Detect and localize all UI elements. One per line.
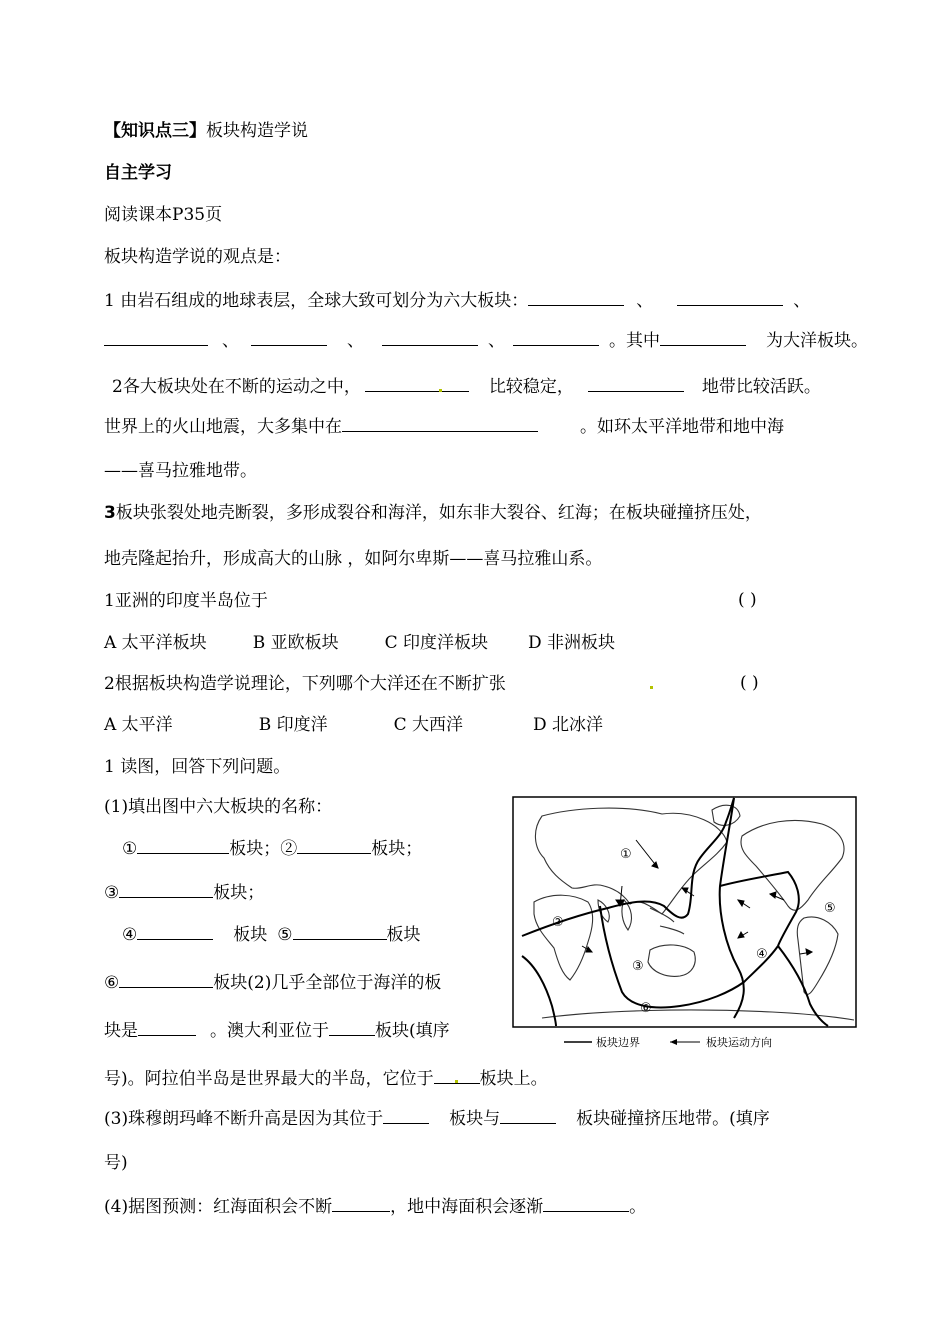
p2-text: 世界上的火山地震，大多集中在 [104, 417, 342, 437]
q3-sub3-line1 [104, 1106, 770, 1130]
blank[interactable] [500, 1106, 556, 1124]
blank[interactable] [297, 836, 371, 854]
q3-sub2-text: 板块(2)几乎全部位于海洋的板 [213, 973, 442, 993]
p2-text: 地带比较活跃。 [701, 377, 821, 397]
p1-text: 1 由岩石组成的地球表层，全球大致可划分为六大板块： [104, 291, 529, 311]
q3-sub4-text: ，地中海面积会逐渐 [390, 1197, 544, 1217]
blank[interactable] [138, 1018, 196, 1036]
q2-option-c[interactable]: C 大西洋 [393, 715, 464, 735]
map-label-4: ④ [756, 947, 768, 962]
q3-sub2-line2 [104, 1018, 450, 1042]
q3-sub2-text: 板块上。 [479, 1069, 548, 1089]
circle-5: ⑤ [277, 925, 293, 945]
q3-stem: 1 读图，回答下列问题。 [104, 757, 291, 777]
blank[interactable] [588, 374, 684, 392]
read-instruction: 阅读课本P35页 [104, 205, 223, 225]
q3-sub2-text: 块是 [104, 1021, 138, 1041]
q3-sub2-text: 号)。阿拉伯半岛是世界最大的半岛，它位于 [104, 1069, 434, 1089]
map-label-6: ⑥ [640, 1001, 652, 1016]
p1-line1 [104, 288, 810, 312]
q3-plates-row2 [104, 880, 264, 904]
p2-text: 。如环太平洋地带和地中海 [580, 417, 784, 437]
circle-1: ① [122, 839, 138, 859]
plate-text: 板块 [371, 839, 406, 859]
semicolon: ； [247, 883, 265, 903]
section-title: 板块构造学说 [206, 121, 308, 141]
blank[interactable] [382, 328, 478, 346]
plate-text: 板块 [386, 925, 421, 945]
separator: 、 [222, 331, 239, 351]
q2-stem: 2根据板块构造学说理论，下列哪个大洋还在不断扩张 [104, 674, 506, 694]
circle-4: ④ [122, 925, 138, 945]
blank[interactable] [332, 1194, 390, 1212]
blank[interactable] [342, 414, 538, 432]
blank[interactable] [329, 1018, 375, 1036]
blank[interactable] [293, 922, 387, 940]
q3-plates-row3 [122, 922, 421, 946]
legend-direction-label: 板块运动方向 [706, 1036, 772, 1049]
plate-text: 板块 [229, 839, 264, 859]
blank[interactable] [660, 328, 746, 346]
p3-line2: 地壳隆起抬升，形成高大的山脉 ，如阿尔卑斯——喜马拉雅山系。 [104, 549, 603, 569]
q1-option-c[interactable]: C 印度洋板块 [384, 633, 489, 653]
q3-sub3-text: 板块碰撞挤压地带。(填序 [576, 1109, 770, 1129]
blank[interactable] [677, 288, 783, 306]
blank[interactable] [119, 880, 213, 898]
map-label-3: ③ [632, 959, 644, 974]
separator: 、 [636, 291, 654, 311]
map-label-1: ① [620, 847, 632, 862]
blank[interactable] [513, 328, 599, 346]
section-bracket-title: 【知识点三】 [104, 121, 206, 141]
p1-line2 [104, 328, 868, 352]
q3-sub1: (1)填出图中六大板块的名称： [104, 797, 333, 817]
circle-2: ② [280, 839, 298, 859]
blank[interactable] [137, 922, 213, 940]
p3-text: 板块张裂处地壳断裂，多形成裂谷和海洋，如东非大裂谷、红海；在板块碰撞挤压处， [115, 503, 762, 523]
q3-sub3-text: (3)珠穆朗玛峰不断升高是因为其位于 [104, 1109, 384, 1129]
q3-sub2-text: 板块(填序 [375, 1021, 450, 1041]
semicolon: ； [263, 839, 281, 859]
legend-arrow-head [670, 1039, 677, 1045]
q1-stem: 1亚洲的印度半岛位于 [104, 591, 268, 611]
map-label-2: ② [552, 915, 564, 930]
q3-plates-row4 [104, 970, 441, 994]
q3-sub2-text: 。澳大利亚位于 [210, 1021, 329, 1041]
q3-sub4 [104, 1194, 646, 1218]
map-label-5: ⑤ [824, 901, 836, 916]
self-study-heading: 自主学习 [104, 163, 172, 183]
blank[interactable] [528, 288, 624, 306]
blank[interactable] [104, 328, 208, 346]
q1-option-d[interactable]: D 非洲板块 [528, 633, 616, 653]
q3-sub4-text: 。 [629, 1197, 647, 1217]
blank[interactable] [365, 374, 469, 392]
p2-text: 比较稳定， [488, 377, 574, 397]
blank[interactable] [119, 970, 213, 988]
viewpoint-intro: 板块构造学说的观点是： [104, 247, 291, 267]
separator: 、 [793, 291, 811, 311]
separator: 、 [488, 331, 505, 351]
plate-tectonics-map [512, 796, 858, 1054]
q1-option-b[interactable]: B 亚欧板块 [252, 633, 339, 653]
blank[interactable] [137, 836, 229, 854]
separator: 、 [347, 331, 364, 351]
q2-options [104, 714, 603, 736]
stray-mark [439, 389, 442, 392]
p2-line3: ——喜马拉雅地带。 [104, 461, 257, 481]
q3-sub2-line3 [104, 1066, 548, 1090]
p2-line1 [112, 374, 821, 398]
legend-boundary-label: 板块边界 [596, 1036, 640, 1049]
p2-text: 2各大板块处在不断的运动之中， [112, 377, 361, 397]
stray-mark [455, 1080, 458, 1083]
q3-sub3-text: 板块与 [449, 1109, 501, 1129]
q3-sub3-line2: 号) [104, 1153, 128, 1173]
circle-3: ③ [104, 883, 120, 903]
plate-text: 板块 [233, 925, 268, 945]
q2-answer-paren[interactable]: ( ) [740, 673, 759, 693]
q1-option-a[interactable]: A 太平洋板块 [104, 633, 207, 653]
q2-option-d[interactable]: D 北冰洋 [533, 715, 604, 735]
q2-option-b[interactable]: B 印度洋 [258, 715, 328, 735]
blank[interactable] [383, 1106, 429, 1124]
p3-number: 3 [104, 503, 116, 523]
blank[interactable] [251, 328, 327, 346]
q3-plates-row1 [122, 836, 422, 860]
plate-text: 板块 [213, 883, 248, 903]
blank[interactable] [543, 1194, 629, 1212]
circle-6: ⑥ [104, 973, 120, 993]
q1-answer-paren[interactable]: ( ) [738, 590, 757, 610]
section-heading [104, 120, 308, 142]
p3-line1 [104, 502, 762, 524]
semicolon: ； [405, 839, 423, 859]
q2-option-a[interactable]: A 太平洋 [104, 715, 173, 735]
q1-options [104, 632, 615, 654]
p1-text: 为大洋板块。 [766, 331, 868, 351]
stray-mark [650, 686, 653, 689]
p1-text: 。其中 [609, 331, 660, 351]
q3-sub4-text: (4)据图预测：红海面积会不断 [104, 1197, 333, 1217]
p2-line2 [104, 414, 784, 438]
